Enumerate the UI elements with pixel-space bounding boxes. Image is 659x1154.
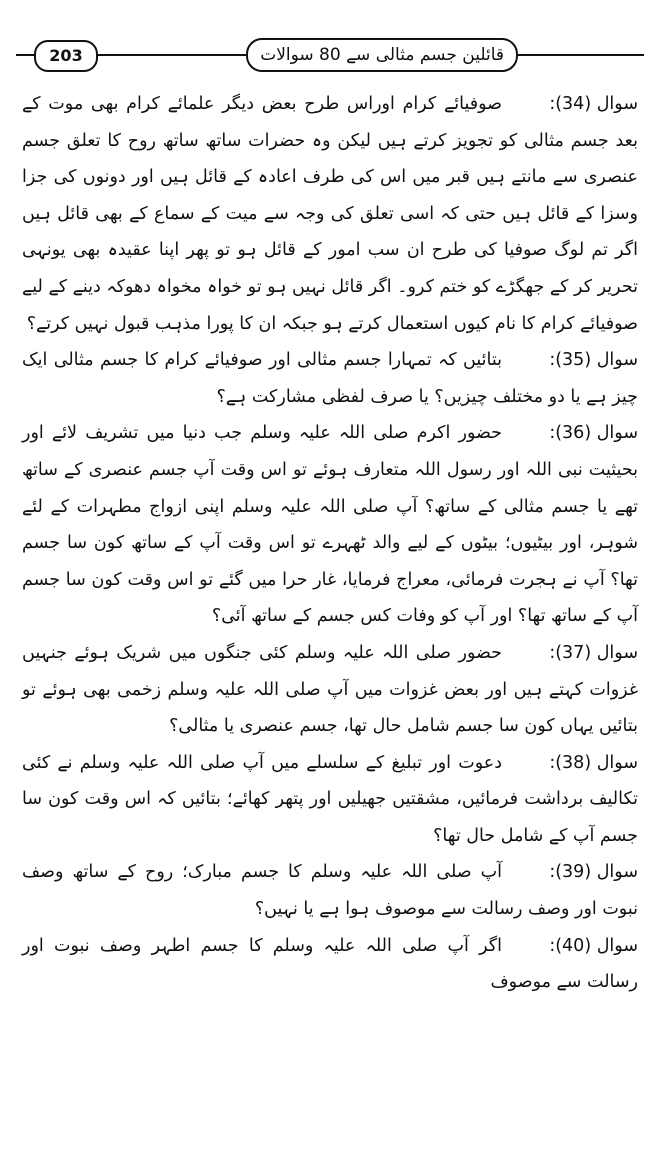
question-text: بتائیں کہ تمہارا جسم مثالی اور صوفیائے کرام کا جسم مثالی ایک چیز ہے یا دو مختلف چیزیں؟ یا صرف لفظی مشارکت ہے؟	[22, 350, 638, 407]
question-text: حضور اکرم صلی اللہ علیہ وسلم جب دنیا میں تشریف لائے اور بحیثیت نبی اللہ اور رسول اللہ متعارف ہوئے تو اس وقت آپ جسم عنصری کے ساتھ تھے یا جسم مثالی کے ساتھ؟ آپ صلی اللہ علیہ وسلم اپنی ازواج مطہرات کے لئے شوہر، اور بیٹیوں؛ بیٹوں کے لیے والد ٹھہرے تو اس وقت آپ کے ساتھ کون سا جسم تھا؟ آپ نے ہجرت فرمائی، معراج فرمایا، غار حرا میں گئے تو اس وقت کون سا جسم آپ کے ساتھ تھا؟ اور آپ کو وفات کس جسم کے ساتھ آئی؟	[22, 423, 638, 627]
page-header	[16, 38, 644, 72]
question-text: حضور صلی اللہ علیہ وسلم کئی جنگوں میں شریک ہوئے جنہیں غزوات کہتے ہیں اور بعض غزوات میں آپ صلی اللہ علیہ وسلم زخمی بھی ہوئے تو بتائیں یہاں کون سا جسم شامل حال تھا، جسم عنصری یا مثالی؟	[22, 642, 638, 737]
question-35	[22, 342, 638, 415]
question-label: سوال (37):	[549, 642, 638, 663]
question-36	[22, 415, 638, 635]
question-label: سوال (39):	[549, 862, 638, 883]
question-text: صوفیائے کرام اوراس طرح بعض دیگر علمائے کرام بھی موت کے بعد جسم مثالی کو تجویز کرتے ہیں لیکن وہ حضرات ساتھ ساتھ روح کا تعلق جسم عنصری سے مانتے ہیں قبر میں اس کی طرف اعادہ کے قائل ہیں اور دونوں کی جزا وسزا کے قائل ہیں حتی کہ اسی تعلق کی وجہ سے میت کے سماع کے بھی قائل ہیں اگر تم لوگ صوفیا کی طرح ان سب امور کے قائل ہو تو پھر اپنا عقیدہ بھی یونہی تحریر کر کے جھگڑے کو ختم کرو۔ اگر قائل نہیں ہو تو خواہ مخواہ دھوکہ دینے کے لیے صوفیائے کرام کا نام کیوں استعمال کرتے ہو جبکہ ان کا پورا مذہب قبول نہیں کرتے؟	[22, 94, 638, 334]
question-label: سوال (36):	[549, 423, 638, 444]
question-37	[22, 635, 638, 745]
question-38	[22, 745, 638, 855]
question-40	[22, 928, 638, 1001]
page-body	[22, 86, 638, 1001]
question-34	[22, 86, 638, 342]
question-39	[22, 854, 638, 927]
question-label: سوال (38):	[549, 752, 638, 773]
running-title: قائلین جسم مثالی سے 80 سوالات	[246, 38, 518, 72]
question-label: سوال (40):	[549, 935, 638, 956]
page-number: 203	[34, 40, 98, 72]
question-text: دعوت اور تبلیغ کے سلسلے میں آپ صلی اللہ علیہ وسلم نے کئی تکالیف برداشت فرمائیں، مشقتیں جھیلیں اور پتھر کھائے؛ بتائیں کہ اس وقت کون سا جسم آپ کے شامل حال تھا؟	[22, 752, 638, 846]
question-text: اگر آپ صلی اللہ علیہ وسلم کا جسم اطہر وصف نبوت اور رسالت سے موصوف	[22, 935, 638, 993]
question-label: سوال (34):	[549, 94, 638, 114]
question-text: آپ صلی اللہ علیہ وسلم کا جسم مبارک؛ روح کے ساتھ وصف نبوت اور وصف رسالت سے موصوف ہوا ہے یا نہیں؟	[22, 862, 638, 920]
question-label: سوال (35):	[549, 350, 638, 371]
